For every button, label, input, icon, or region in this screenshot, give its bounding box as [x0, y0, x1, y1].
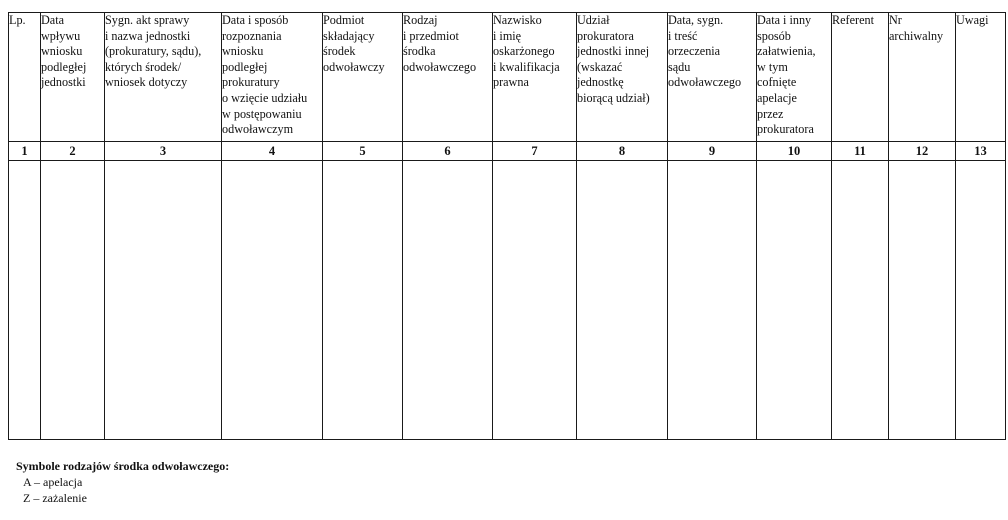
- column-number: 13: [956, 142, 1006, 161]
- header-nr-archiwalny-label: Nr archiwalny: [889, 13, 944, 43]
- column-number: 7: [493, 142, 577, 161]
- header-uwagi: [956, 13, 1006, 142]
- column-number: 1: [9, 142, 41, 161]
- empty-cell[interactable]: [832, 161, 889, 440]
- empty-cell[interactable]: [9, 161, 41, 440]
- header-referent: [832, 13, 889, 142]
- header-uwagi-label: Uwagi: [956, 13, 989, 27]
- legend: [16, 458, 229, 506]
- header-podmiot: [323, 13, 403, 142]
- header-row: [9, 13, 1006, 142]
- header-lp-label: Lp.: [9, 13, 26, 27]
- column-number: 8: [577, 142, 668, 161]
- header-sygn-akt: [105, 13, 222, 142]
- empty-cell[interactable]: [323, 161, 403, 440]
- column-number: 5: [323, 142, 403, 161]
- empty-cell[interactable]: [577, 161, 668, 440]
- column-number: 9: [668, 142, 757, 161]
- header-orzeczenie-sadu: [668, 13, 757, 142]
- column-number: 12: [889, 142, 956, 161]
- header-data-wplywu: [41, 13, 105, 142]
- header-udzial-prokuratora: [577, 13, 668, 142]
- header-nr-archiwalny: [889, 13, 956, 142]
- column-number: 4: [222, 142, 323, 161]
- legend-item-apelacja: A – apelacja: [23, 475, 83, 489]
- header-nazwisko-imie: [493, 13, 577, 142]
- header-orzeczenie-sadu-label: Data, sygn. i treść orzeczenia sądu odwoławczego: [668, 13, 742, 90]
- empty-cell[interactable]: [668, 161, 757, 440]
- header-lp: [9, 13, 41, 142]
- header-referent-label: Referent: [832, 13, 874, 27]
- header-nazwisko-imie-label: Nazwisko i imię oskarżonego i kwalifikacja prawna: [493, 13, 560, 90]
- column-number: 6: [403, 142, 493, 161]
- empty-cell[interactable]: [403, 161, 493, 440]
- header-sposob-zalatwienia: [757, 13, 832, 142]
- empty-cell[interactable]: [222, 161, 323, 440]
- empty-cell[interactable]: [757, 161, 832, 440]
- header-udzial-prokuratora-label: Udział prokuratora jednostki innej (wskazać jednostkę biorącą udział): [577, 13, 650, 105]
- column-number: 10: [757, 142, 832, 161]
- column-number: 3: [105, 142, 222, 161]
- empty-cell[interactable]: [105, 161, 222, 440]
- header-data-sposob-rozpoznania-label: Data i sposób rozpoznania wniosku podległej prokuratury o wzięcie udziału w postępowaniu odwoławczym: [222, 13, 308, 137]
- empty-cell[interactable]: [41, 161, 105, 440]
- empty-entry-row: [9, 161, 1006, 440]
- column-number: 2: [41, 142, 105, 161]
- header-data-sposob-rozpoznania: [222, 13, 323, 142]
- empty-cell[interactable]: [493, 161, 577, 440]
- header-rodzaj-przedmiot: [403, 13, 493, 142]
- column-number: 11: [832, 142, 889, 161]
- header-rodzaj-przedmiot-label: Rodzaj i przedmiot środka odwoławczego: [403, 13, 477, 74]
- column-number-row: [9, 142, 1006, 161]
- legend-title: Symbole rodzajów środka odwoławczego:: [16, 459, 230, 473]
- header-sygn-akt-label: Sygn. akt sprawy i nazwa jednostki (prokuratury, sądu), których środek/ wniosek dotyczy: [105, 13, 202, 90]
- register-table: [8, 12, 1006, 440]
- header-data-wplywu-label: Data wpływu wniosku podległej jednostki: [41, 13, 87, 90]
- header-sposob-zalatwienia-label: Data i inny sposób załatwienia, w tym cofnięte apelacje przez prokuratora: [757, 13, 816, 137]
- empty-cell[interactable]: [956, 161, 1006, 440]
- header-podmiot-label: Podmiot składający środek odwoławczy: [323, 13, 385, 74]
- legend-item-zazalenie: Z – zażalenie: [23, 491, 87, 505]
- empty-cell[interactable]: [889, 161, 956, 440]
